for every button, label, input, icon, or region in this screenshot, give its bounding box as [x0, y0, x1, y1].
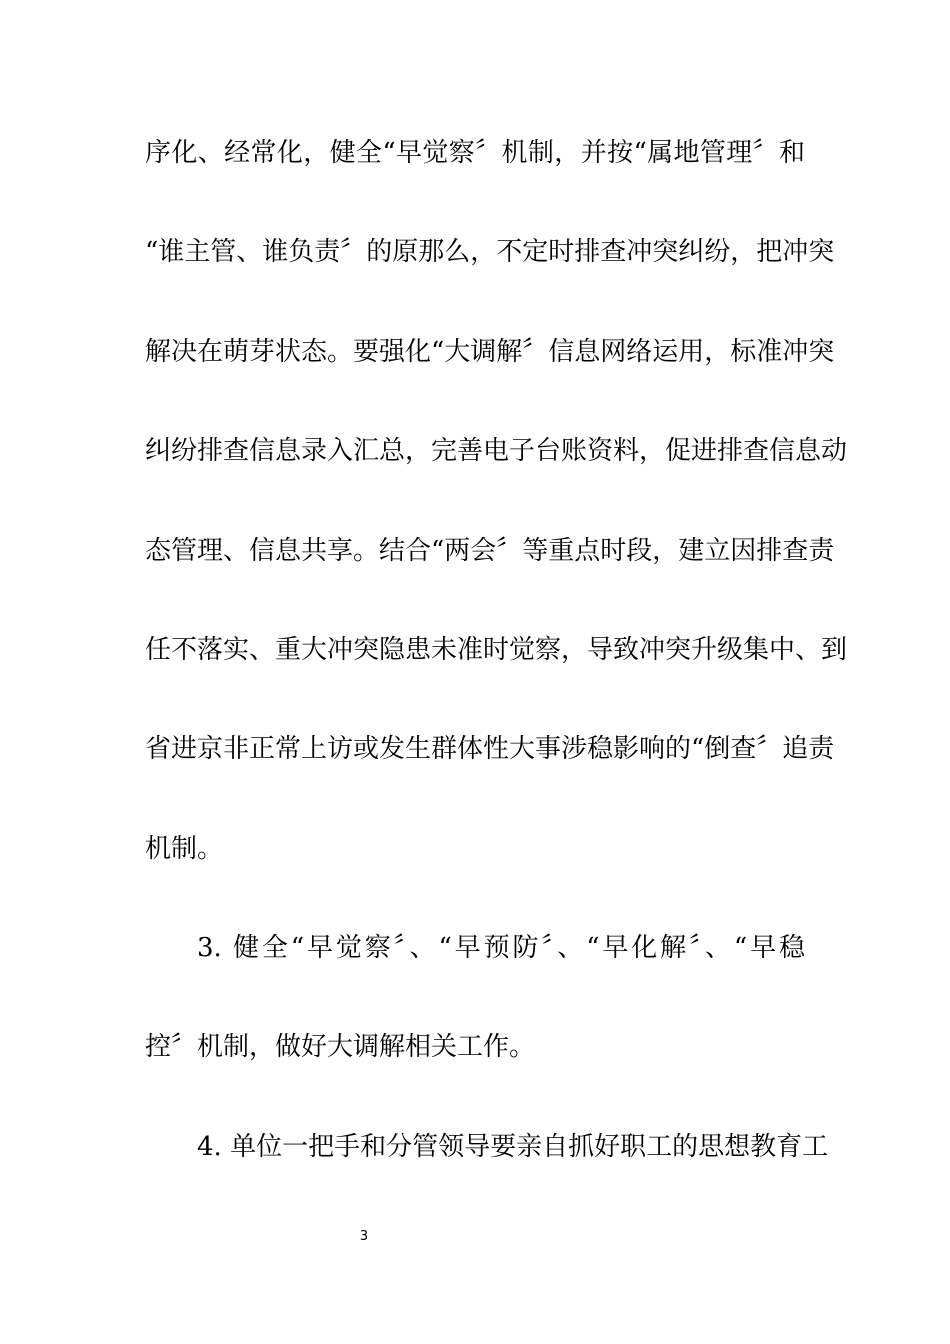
text-line: 4. 单位一把手和分管领导要亲自抓好职工的思想教育工 — [197, 1132, 829, 1162]
text-line: 序化、经常化，健全“早觉察〞机制，并按“属地管理〞和 — [145, 138, 805, 168]
page-number: 3 — [359, 1229, 369, 1244]
text-line: 省进京非正常上访或发生群体性大事涉稳影响的“倒查〞追责 — [145, 734, 835, 764]
text-line: 机制。 — [145, 834, 224, 864]
text-line: 纠纷排查信息录入汇总，完善电子台账资料，促进排查信息动 — [145, 436, 848, 466]
text-line: “谁主管、谁负责〞的原那么，不定时排查冲突纠纷，把冲突 — [145, 237, 835, 267]
text-line: 态管理、信息共享。结合“两会〞等重点时段，建立因排查责 — [145, 536, 835, 566]
text-line: 解决在萌芽状态。要强化“大调解〞信息网络运用，标准冲突 — [145, 337, 835, 367]
text-line: 3. 健全“早觉察〞、“早预防〞、“早化解〞、“早稳 — [197, 933, 805, 963]
text-line: 任不落实、重大冲突隐患未准时觉察，导致冲突升级集中、到 — [145, 635, 848, 665]
text-line: 控〞机制，做好大调解相关工作。 — [145, 1032, 536, 1062]
